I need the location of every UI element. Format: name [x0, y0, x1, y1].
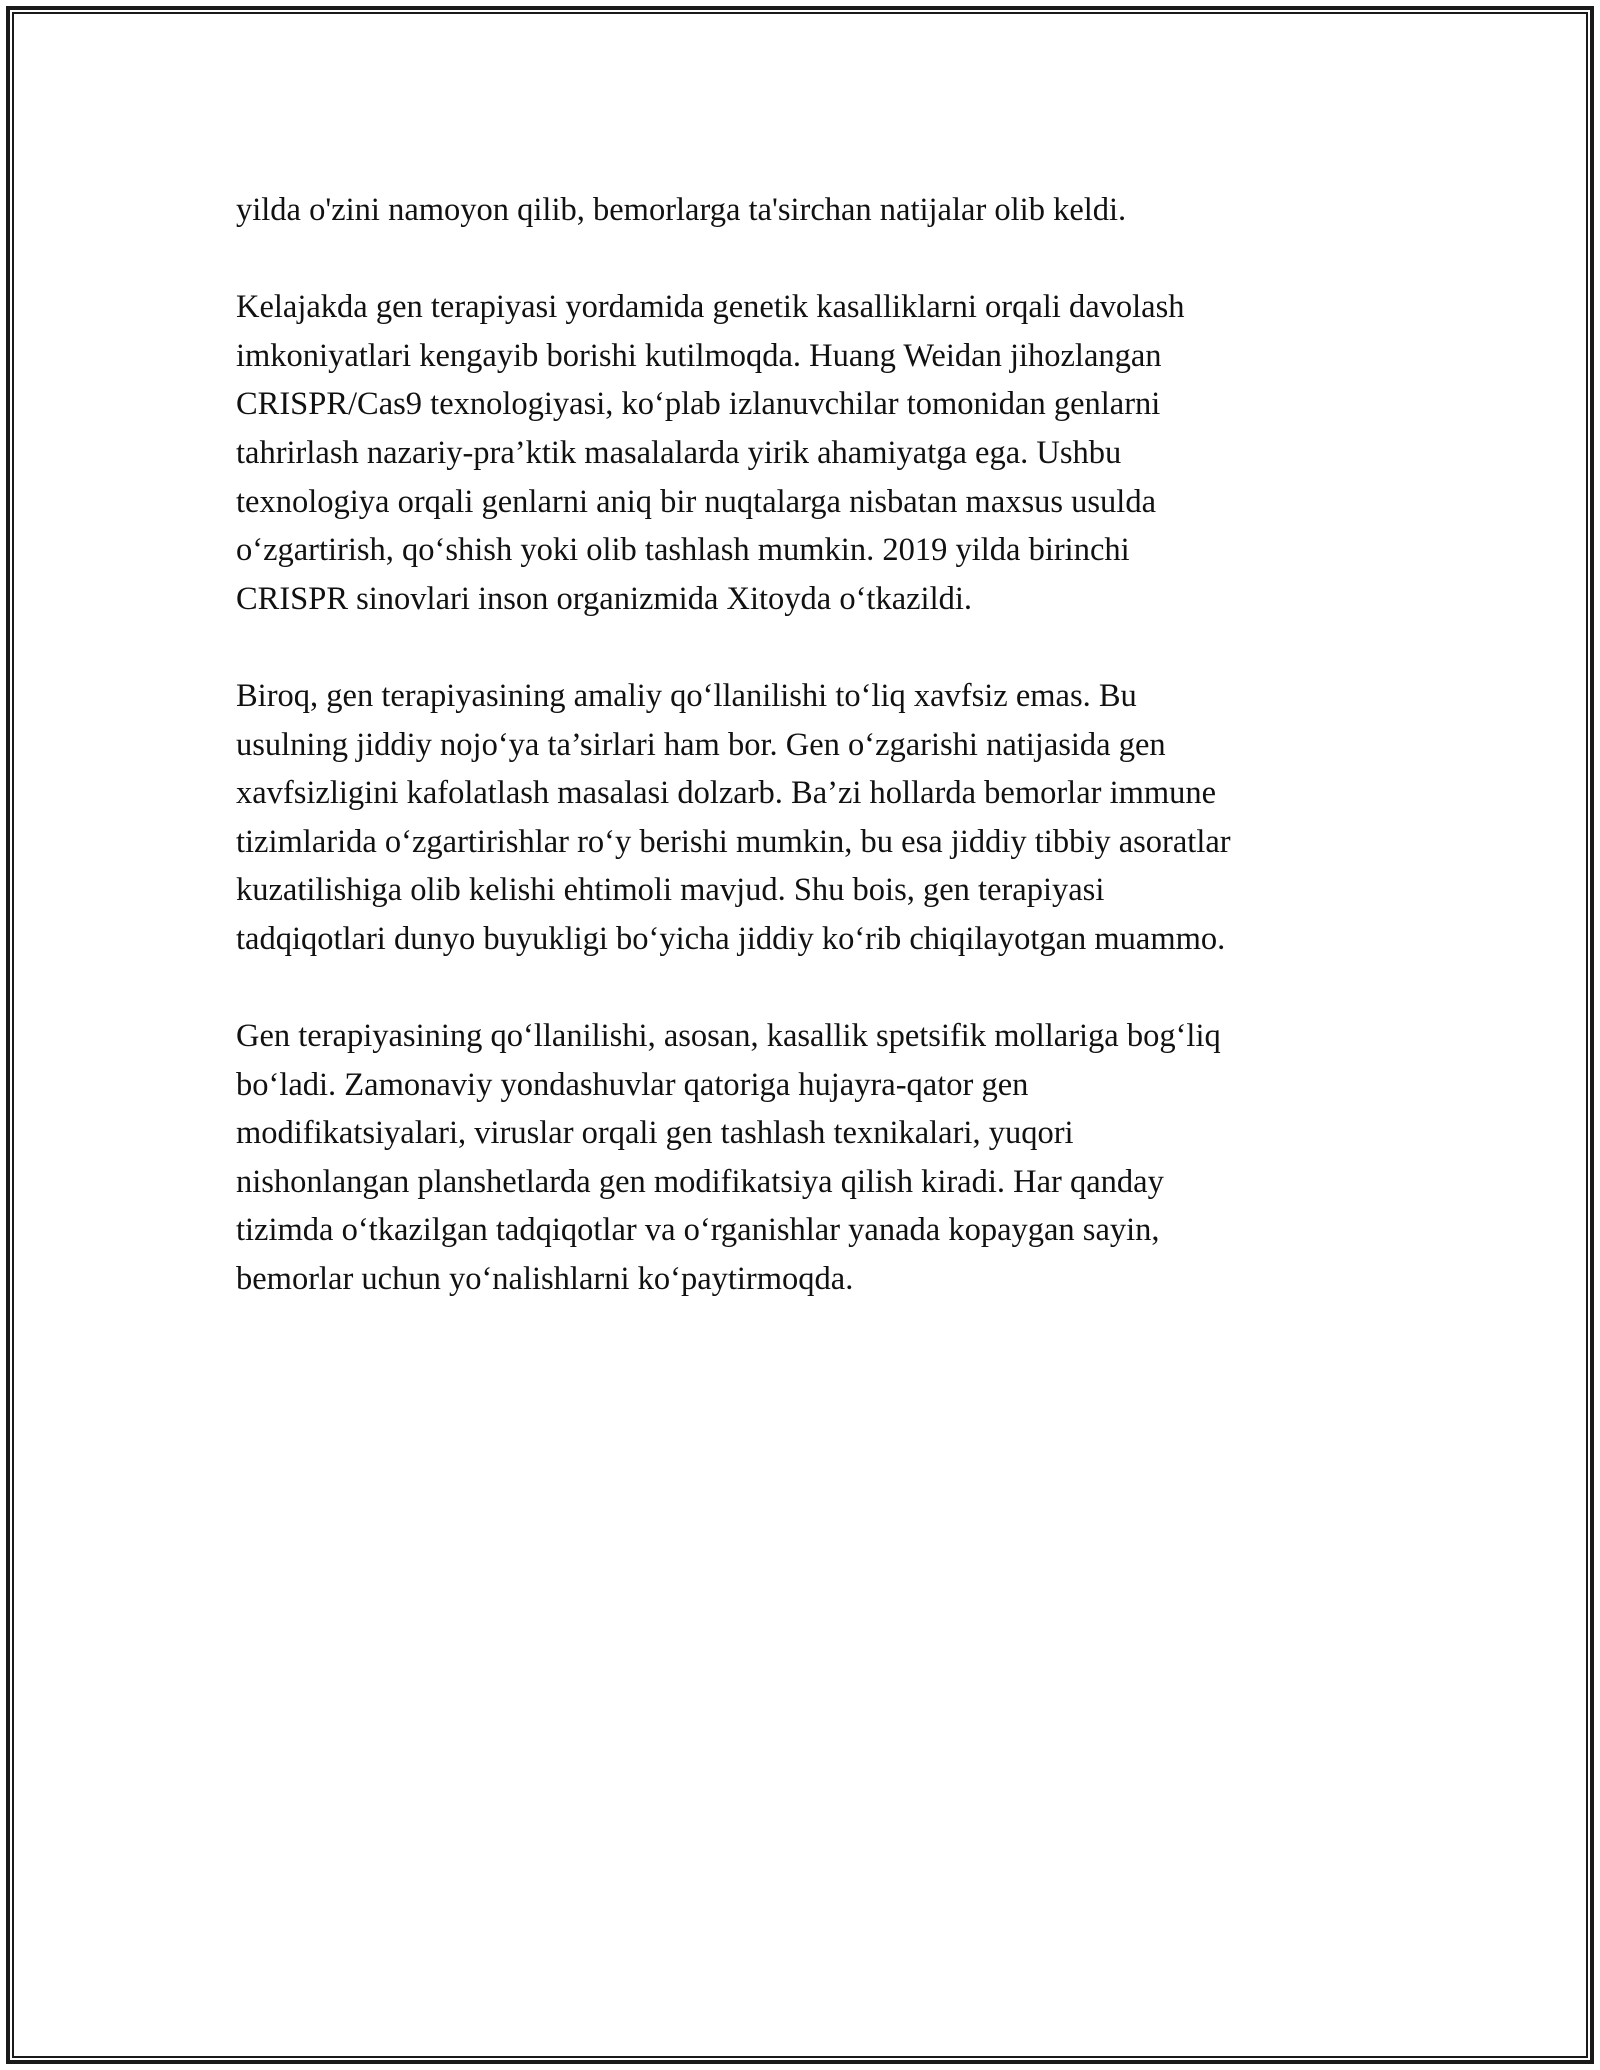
paragraph-2 — [236, 283, 1366, 623]
paragraph-4 — [236, 1012, 1366, 1304]
text-line: CRISPR sinovlari inson organizmida Xitoyda o‘tkazildi. — [236, 580, 973, 617]
text-line: xavfsizligini kafolatlash masalasi dolzarb. Ba’zi hollarda bemorlar immune — [236, 775, 1217, 812]
text-line: Kelajakda gen terapiyasi yordamida genetik kasalliklarni orqali davolash — [236, 289, 1185, 326]
text-line: o‘zgartirish, qo‘shish yoki olib tashlash mumkin. 2019 yilda birinchi — [236, 532, 1130, 569]
text-line: yilda o'zini namoyon qilib, bemorlarga ta'sirchan natijalar olib keldi. — [236, 192, 1127, 228]
text-line: bemorlar uchun yo‘nalishlarni ko‘paytirmoqda. — [236, 1261, 854, 1298]
text-line: Biroq, gen terapiyasining amaliy qo‘llanilishi to‘liq xavfsiz emas. Bu — [236, 677, 1137, 714]
text-line: texnologiya orqali genlarni aniq bir nuqtalarga nisbatan maxsus usulda — [236, 483, 1157, 520]
text-line: CRISPR/Cas9 texnologiyasi, ko‘plab izlanuvchilar tomonidan genlarni — [236, 386, 1161, 423]
text-line: usulning jiddiy nojo‘ya ta’sirlari ham bor. Gen o‘zgarishi natijasida gen — [236, 726, 1166, 763]
text-line: imkoniyatlari kengayib borishi kutilmoqda. Huang Weidan jihozlangan — [236, 337, 1162, 374]
paragraph-3 — [236, 672, 1366, 964]
text-line: tadqiqotlari dunyo buyukligi bo‘yicha jiddiy ko‘rib chiqilayotgan muammo. — [236, 920, 1226, 957]
text-line: kuzatilishiga olib kelishi ehtimoli mavjud. Shu bois, gen terapiyasi — [236, 872, 1105, 909]
text-line: nishonlangan planshetlarda gen modifikatsiya qilish kiradi. Har qanday — [236, 1163, 1164, 1200]
text-line: tizimlarida o‘zgartirishlar ro‘y berishi mumkin, bu esa jiddiy tibbiy asoratlar — [236, 823, 1231, 860]
text-line: Gen terapiyasining qo‘llanilishi, asosan, kasallik spetsifik mollariga bog‘liq — [236, 1018, 1221, 1055]
text-line: modifikatsiyalari, viruslar orqali gen tashlash texnikalari, yuqori — [236, 1115, 1074, 1152]
text-line: tizimda o‘tkazilgan tadqiqotlar va o‘rganishlar yanada kopaygan sayin, — [236, 1212, 1160, 1249]
text-line: tahrirlash nazariy-pra’ktik masalalarda yirik ahamiyatga ega. Ushbu — [236, 434, 1122, 471]
document-body — [236, 186, 1366, 1352]
text-line: bo‘ladi. Zamonaviy yondashuvlar qatoriga hujayra-qator gen — [236, 1066, 1029, 1103]
paragraph-1 — [236, 186, 1366, 235]
